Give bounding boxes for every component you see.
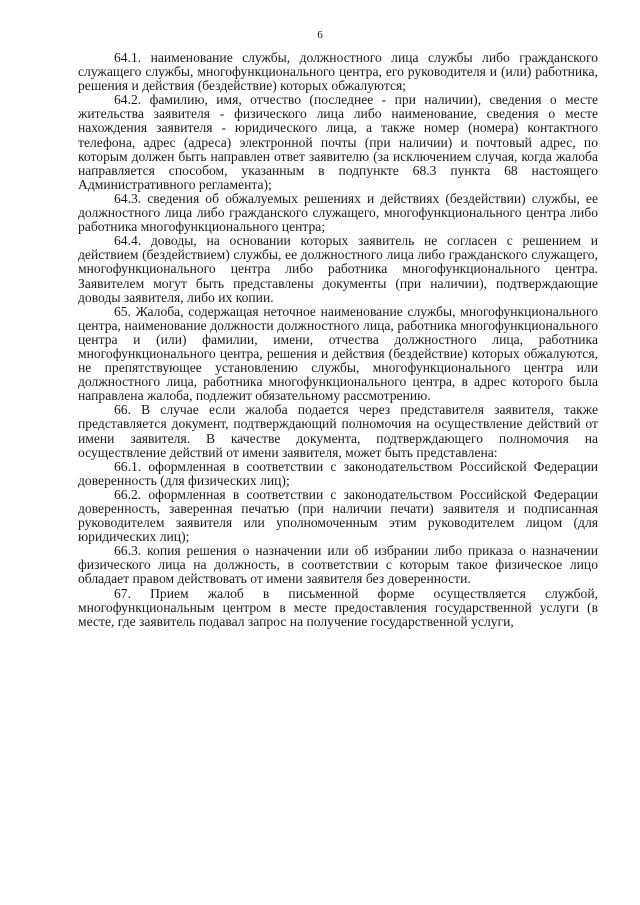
paragraph-66-3: 66.3. копия решения о назначении или об избрании либо приказа о назначении физического лица на должность, в соответствии с которым такое физическое лицо обладает правом действовать от имени заявителя без доверенности.: [78, 543, 598, 587]
paragraph-65: 65. Жалоба, содержащая неточное наименование службы, многофункционального центра, наименование должности должностного лица, работника многофункционального центра и (или) фамилии, имени, отчества должностного лица, работника многофункционального центра, решения и действия (бездействие) которых обжалуются, не препятствующее установлению службы, многофункционального центра или должностного лица, работника многофункционального центра, в адрес которого была направлена жалоба, подлежит обязательному рассмотрению.: [78, 303, 598, 404]
document-body: [78, 51, 598, 629]
paragraph-64-3: 64.3. сведения об обжалуемых решениях и действиях (бездействии) службы, ее должностного лица либо гражданского служащего, многофункционального центра либо работника многофункционального центра;: [78, 190, 598, 235]
page-number: 6: [317, 29, 323, 41]
paragraph-66-1: 66.1. оформленная в соответствии с законодательством Российской Федерации доверенность (для физических лиц);: [78, 458, 598, 488]
paragraph-64-1: 64.1. наименование службы, должностного лица службы либо гражданского служащего службы, многофункционального центра, его руководителя и (или) работника, решения и действия (бездействие) которых обжалуются;: [78, 50, 598, 94]
paragraph-64-2: 64.2. фамилию, имя, отчество (последнее - при наличии), сведения о месте жительства заявителя - физического лица либо наименование, сведения о месте нахождения заявителя - юридического лица, а также номер (номера) контактного телефона, адрес (адреса) электронной почты (при наличии) и почтовый адрес, по которым должен быть направлен ответ заявителю (за исключением случая, когда жалоба направляется способом, указанным в подпункте 68.3 пункта 68 настоящего Административного регламента);: [78, 92, 598, 192]
paragraph-66-2: 66.2. оформленная в соответствии с законодательством Российской Федерации доверенность, заверенная печатью (при наличии печати) заявителя и подписанная руководителем заявителя или уполномоченным этим руководителем лицом (для юридических лиц);: [78, 486, 598, 545]
paragraph-64-4: 64.4. доводы, на основании которых заявитель не согласен с решением и действием (бездействием) службы, ее должностного лица либо гражданского служащего, многофункционального центра либо работника многофункционального центра. Заявителем могут быть представлены документы (при наличии), подтверждающие доводы заявителя, либо их копии.: [78, 233, 598, 305]
paragraph-67: 67. Прием жалоб в письменной форме осуществляется службой, многофункциональным центром в месте предоставления государственной услуги (в месте, где заявитель подавал запрос на получение государственной услуги,: [78, 585, 598, 629]
paragraph-66: 66. В случае если жалоба подается через представителя заявителя, также представляется документ, подтверждающий полномочия на осуществление действий от имени заявителя. В качестве документа, подтверждающего полномочия на осуществление действий от имени заявителя, может быть представлена:: [78, 402, 598, 460]
